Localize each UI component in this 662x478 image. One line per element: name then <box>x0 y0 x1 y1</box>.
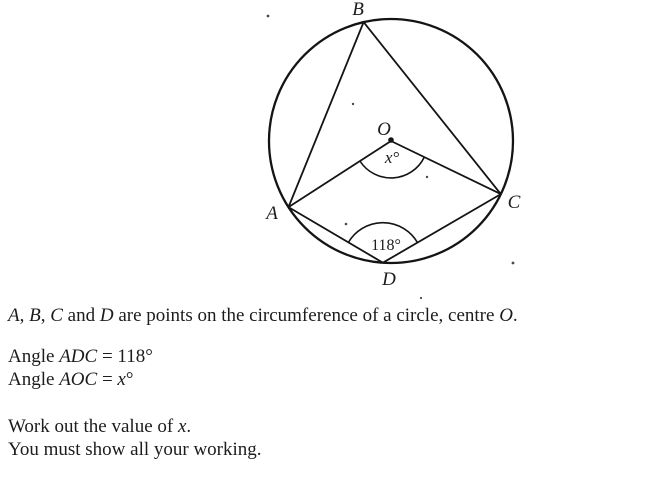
point-label-c: C <box>507 192 521 213</box>
given-angle-adc: Angle ADC = 118° <box>8 346 153 367</box>
chord-b-a <box>289 22 364 207</box>
point-label-a: A <box>266 203 278 224</box>
point-label-o: O <box>377 119 391 140</box>
statement-var-d: D <box>99 305 114 326</box>
task-line-1: Work out the value of x. <box>8 416 192 437</box>
given-angle-aoc: Angle AOC = x° <box>8 369 134 390</box>
chord-b-c <box>364 22 501 194</box>
point-label-b: B <box>352 0 364 20</box>
given-angles <box>8 345 153 391</box>
angle-118-label: 118° <box>371 237 401 254</box>
point-label-d: D <box>382 269 396 290</box>
chord-a-d <box>289 207 383 263</box>
statement-var-b: B <box>29 305 41 326</box>
task-line-2: You must show all your working. <box>8 439 262 460</box>
statement-var-c: C <box>50 305 63 326</box>
statement-var-o: O <box>499 305 513 326</box>
angle-x-label: x° <box>384 148 400 167</box>
statement-line: A, B, C and D are points on the circumference of a circle, centre O. <box>8 305 518 326</box>
task-instructions <box>8 415 262 461</box>
radius-o-c <box>391 141 501 194</box>
statement-var-a: A <box>8 305 20 326</box>
